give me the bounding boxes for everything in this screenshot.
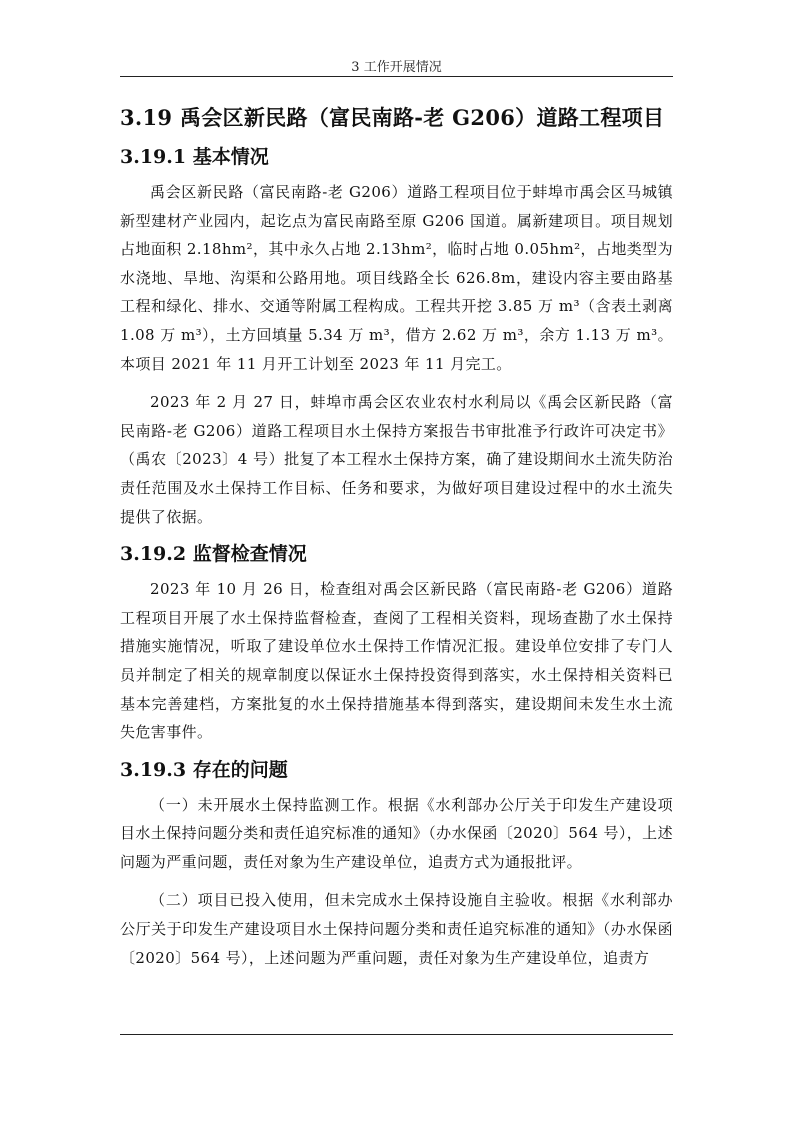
header-divider bbox=[120, 76, 673, 77]
paragraph-inspection-1: 2023 年 10 月 26 日，检查组对禹会区新民路（富民南路-老 G206）道路工程项目开展了水土保持监督检查，查阅了工程相关资料，现场查勘了水土保持措施实施情况，听取了建设单位水土保持工作情况汇报。建设单位安排了专门人员并制定了相关的规章制度以保证水土保持投资得到落实，水土保持相关资料已基本完善建档，方案批复的水土保持措施基本得到落实，建设期间未发生水土流失危害事件。 bbox=[120, 580, 673, 742]
page-content bbox=[120, 104, 673, 982]
subsection-title-basic-info: 3.19.1 基本情况 bbox=[120, 146, 269, 168]
footer-divider bbox=[120, 1034, 673, 1035]
subsection-title-inspection: 3.19.2 监督检查情况 bbox=[120, 543, 307, 566]
paragraph-issue-2: （二）项目已投入使用，但未完成水土保持设施自主验收。根据《水利部办公厅关于印发生产建设项目水土保持问题分类和责任追究标准的通知》（办水保函〔2020〕564 号），上述问题为严重问题，责任对象为生产建设单位，追责方 bbox=[120, 891, 673, 967]
section-title: 3.19 禹会区新民路（富民南路-老 G206）道路工程项目 bbox=[120, 105, 665, 130]
paragraph-basic-info-1: 禹会区新民路（富民南路-老 G206）道路工程项目位于蚌埠市禹会区马城镇新型建材产业园内，起讫点为富民南路至原 G206 国道。属新建项目。项目规划占地面积 2.18hm²，其中永久占地 2.13hm²，临时占地 0.05hm²，占地类型为水浇地、旱地、沟渠和公路用地。项目线路全长 626.8m，建设内容主要由路基工程和绿化、排水、交通等附属工程构成。工程共开挖 3.85 万 m³（含表土剥离 1.08 万 m³），土方回填量 5.34 万 m³，借方 2.62 万 m³，余方 1.13 万 m³。本项目 2021 年 11 月开工计划至 2023 年 11 月完工。 bbox=[120, 183, 673, 373]
subsection-title-issues: 3.19.3 存在的问题 bbox=[120, 758, 288, 781]
paragraph-basic-info-2: 2023 年 2 月 27 日，蚌埠市禹会区农业农村水利局以《禹会区新民路（富民南路-老 G206）道路工程项目水土保持方案报告书审批准予行政许可决定书》（禹农〔2023〕4 号）批复了本工程水土保持方案，确了建设期间水土流失防治责任范围及水土保持工作目标、任务和要求，为做好项目建设过程中的水土流失提供了依据。 bbox=[120, 393, 673, 526]
running-header: 3 工作开展情况 bbox=[351, 60, 442, 75]
paragraph-issue-1: （一）未开展水土保持监测工作。根据《水利部办公厅关于印发生产建设项目水土保持问题分类和责任追究标准的通知》（办水保函〔2020〕564 号），上述问题为严重问题，责任对象为生产建设单位，追责方式为通报批评。 bbox=[120, 795, 673, 871]
